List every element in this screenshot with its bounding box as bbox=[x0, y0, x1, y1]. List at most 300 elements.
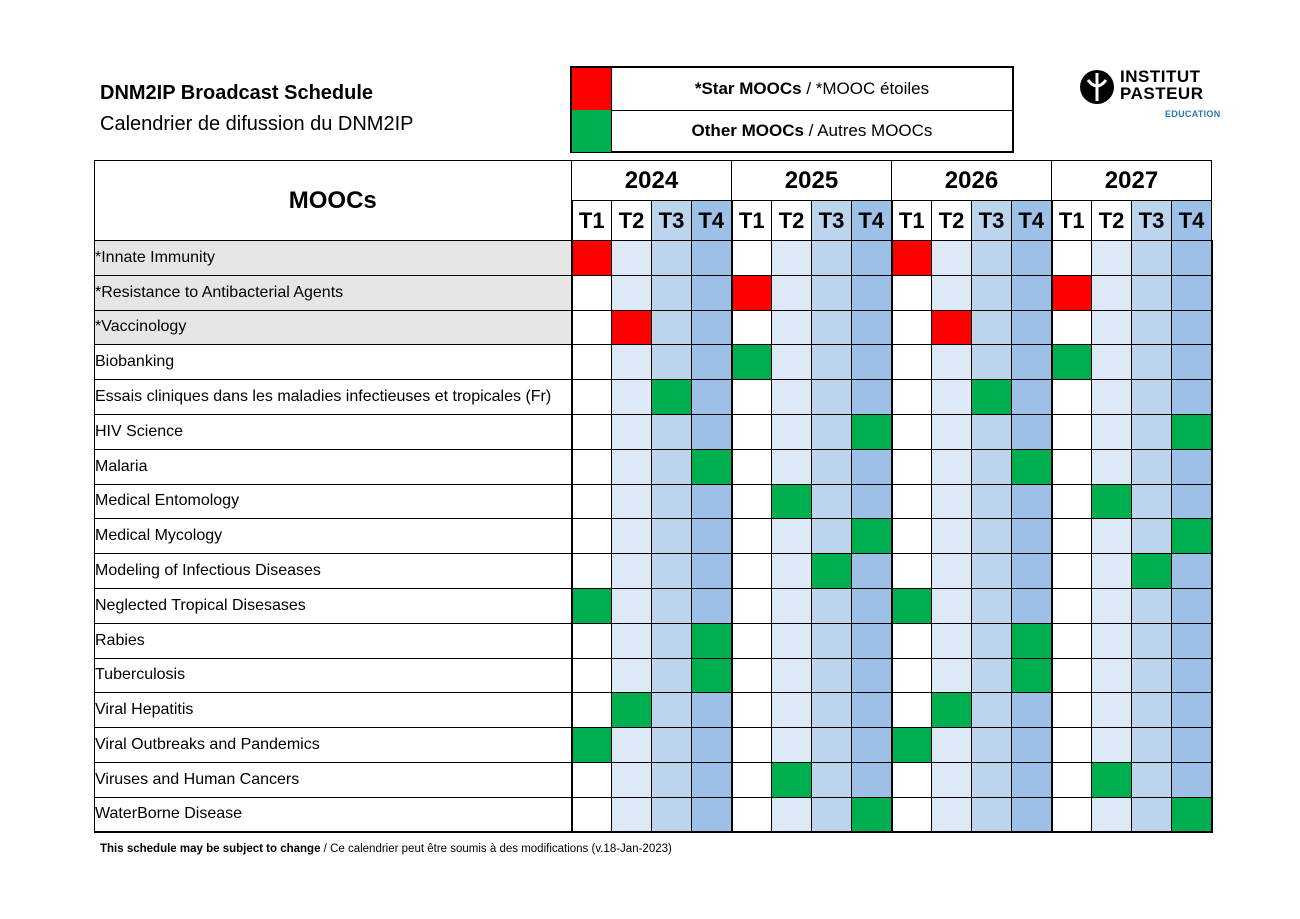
schedule-cell bbox=[692, 275, 732, 310]
schedule-cell bbox=[572, 380, 612, 415]
schedule-cell bbox=[1092, 588, 1132, 623]
schedule-cell bbox=[612, 623, 652, 658]
schedule-cell bbox=[772, 345, 812, 380]
schedule-cell bbox=[1052, 693, 1092, 728]
schedule-cell bbox=[1132, 449, 1172, 484]
mooc-name: Viral Hepatitis bbox=[95, 693, 572, 728]
schedule-cell bbox=[1012, 310, 1052, 345]
schedule-cell bbox=[1172, 449, 1212, 484]
schedule-cell-other bbox=[732, 345, 772, 380]
schedule-cell bbox=[1092, 728, 1132, 763]
mooc-name: Essais cliniques dans les maladies infectieuses et tropicales (Fr) bbox=[95, 380, 572, 415]
quarter-header: T1 bbox=[572, 201, 612, 241]
schedule-body bbox=[95, 241, 1212, 833]
mooc-name: *Innate Immunity bbox=[95, 241, 572, 276]
schedule-cell-other bbox=[572, 588, 612, 623]
schedule-cell bbox=[1092, 797, 1132, 832]
schedule-cell bbox=[692, 519, 732, 554]
schedule-cell bbox=[652, 588, 692, 623]
schedule-cell-other bbox=[612, 693, 652, 728]
schedule-cell bbox=[892, 554, 932, 589]
schedule-cell-star bbox=[572, 241, 612, 276]
schedule-cell bbox=[612, 588, 652, 623]
schedule-cell-other bbox=[892, 728, 932, 763]
schedule-cell-other bbox=[1052, 345, 1092, 380]
schedule-cell bbox=[652, 449, 692, 484]
schedule-cell bbox=[852, 693, 892, 728]
schedule-cell bbox=[1132, 380, 1172, 415]
schedule-cell bbox=[972, 414, 1012, 449]
schedule-cell bbox=[652, 797, 692, 832]
schedule-cell bbox=[652, 728, 692, 763]
schedule-cell bbox=[772, 588, 812, 623]
schedule-cell bbox=[932, 554, 972, 589]
year-header-row bbox=[95, 161, 1212, 201]
table-row bbox=[95, 797, 1212, 832]
schedule-cell bbox=[1172, 693, 1212, 728]
schedule-cell bbox=[1012, 380, 1052, 415]
schedule-cell bbox=[1012, 693, 1052, 728]
schedule-cell bbox=[612, 449, 652, 484]
schedule-cell bbox=[652, 554, 692, 589]
mooc-name: Medical Mycology bbox=[95, 519, 572, 554]
footnote: This schedule may be subject to change / Ce calendrier peut être soumis à des modifications (v.18-Jan-2023) bbox=[100, 843, 672, 855]
schedule-cell bbox=[1052, 241, 1092, 276]
schedule-cell bbox=[1132, 484, 1172, 519]
table-row bbox=[95, 762, 1212, 797]
quarter-header: T2 bbox=[932, 201, 972, 241]
schedule-cell bbox=[812, 519, 852, 554]
schedule-cell bbox=[972, 310, 1012, 345]
schedule-cell bbox=[812, 414, 852, 449]
schedule-cell bbox=[1012, 588, 1052, 623]
schedule-cell bbox=[1052, 484, 1092, 519]
schedule-cell bbox=[972, 345, 1012, 380]
schedule-cell bbox=[1012, 519, 1052, 554]
schedule-cell-other bbox=[892, 588, 932, 623]
schedule-cell bbox=[812, 588, 852, 623]
schedule-cell bbox=[1132, 275, 1172, 310]
schedule-cell bbox=[1052, 588, 1092, 623]
schedule-cell bbox=[852, 380, 892, 415]
schedule-cell bbox=[692, 241, 732, 276]
quarter-header: T1 bbox=[892, 201, 932, 241]
year-header: 2025 bbox=[732, 161, 892, 201]
schedule-cell bbox=[1092, 519, 1132, 554]
table-row bbox=[95, 449, 1212, 484]
schedule-cell bbox=[1132, 762, 1172, 797]
schedule-cell bbox=[1012, 275, 1052, 310]
schedule-cell bbox=[692, 380, 732, 415]
schedule-cell bbox=[1172, 345, 1212, 380]
schedule-cell bbox=[812, 275, 852, 310]
schedule-cell bbox=[732, 484, 772, 519]
schedule-cell-other bbox=[572, 728, 612, 763]
schedule-cell bbox=[1052, 762, 1092, 797]
schedule-cell bbox=[612, 275, 652, 310]
schedule-cell bbox=[572, 414, 612, 449]
schedule-cell bbox=[1132, 588, 1172, 623]
schedule-cell bbox=[652, 658, 692, 693]
schedule-cell-other bbox=[932, 693, 972, 728]
schedule-cell bbox=[1132, 728, 1172, 763]
schedule-cell bbox=[612, 380, 652, 415]
table-row bbox=[95, 623, 1212, 658]
schedule-cell bbox=[732, 310, 772, 345]
table-row bbox=[95, 728, 1212, 763]
table-row bbox=[95, 519, 1212, 554]
schedule-cell bbox=[732, 380, 772, 415]
table-row bbox=[95, 345, 1212, 380]
schedule-cell bbox=[732, 623, 772, 658]
schedule-cell bbox=[1052, 519, 1092, 554]
schedule-cell bbox=[892, 345, 932, 380]
schedule-cell bbox=[1172, 728, 1212, 763]
schedule-cell bbox=[892, 762, 932, 797]
schedule-cell bbox=[652, 310, 692, 345]
table-row bbox=[95, 310, 1212, 345]
schedule-cell bbox=[812, 241, 852, 276]
schedule-cell bbox=[572, 658, 612, 693]
schedule-cell bbox=[612, 658, 652, 693]
schedule-cell bbox=[652, 693, 692, 728]
schedule-cell bbox=[1012, 797, 1052, 832]
schedule-cell bbox=[972, 449, 1012, 484]
schedule-cell-other bbox=[972, 380, 1012, 415]
schedule-cell bbox=[1012, 762, 1052, 797]
table-row bbox=[95, 484, 1212, 519]
schedule-cell bbox=[692, 588, 732, 623]
schedule-cell bbox=[1052, 623, 1092, 658]
schedule-cell bbox=[972, 797, 1012, 832]
schedule-cell bbox=[1132, 797, 1172, 832]
schedule-cell bbox=[572, 797, 612, 832]
schedule-cell-star bbox=[892, 241, 932, 276]
mooc-name: Malaria bbox=[95, 449, 572, 484]
schedule-cell bbox=[852, 345, 892, 380]
schedule-cell bbox=[652, 241, 692, 276]
schedule-cell bbox=[892, 623, 932, 658]
schedule-cell bbox=[652, 345, 692, 380]
schedule-cell bbox=[812, 345, 852, 380]
schedule-cell bbox=[772, 693, 812, 728]
schedule-cell bbox=[1132, 414, 1172, 449]
mooc-name: Tuberculosis bbox=[95, 658, 572, 693]
schedule-cell bbox=[1052, 797, 1092, 832]
schedule-cell-other bbox=[772, 762, 812, 797]
schedule-cell bbox=[1092, 554, 1132, 589]
schedule-cell bbox=[1052, 414, 1092, 449]
schedule-cell bbox=[932, 623, 972, 658]
schedule-cell bbox=[652, 623, 692, 658]
table-row bbox=[95, 380, 1212, 415]
schedule-cell bbox=[772, 275, 812, 310]
schedule-cell bbox=[612, 484, 652, 519]
schedule-cell bbox=[1172, 588, 1212, 623]
schedule-cell bbox=[892, 658, 932, 693]
schedule-cell bbox=[1012, 241, 1052, 276]
schedule-cell-other bbox=[1172, 414, 1212, 449]
schedule-cell bbox=[772, 623, 812, 658]
schedule-cell bbox=[932, 449, 972, 484]
schedule-cell bbox=[1012, 484, 1052, 519]
schedule-cell bbox=[1052, 380, 1092, 415]
schedule-cell bbox=[1092, 275, 1132, 310]
schedule-cell bbox=[1132, 623, 1172, 658]
schedule-cell bbox=[972, 762, 1012, 797]
mooc-name: Viral Outbreaks and Pandemics bbox=[95, 728, 572, 763]
schedule-cell-other bbox=[772, 484, 812, 519]
schedule-cell bbox=[612, 797, 652, 832]
schedule-cell bbox=[572, 554, 612, 589]
schedule-cell bbox=[812, 310, 852, 345]
pasteur-logo-icon bbox=[1078, 68, 1116, 106]
schedule-cell bbox=[1132, 693, 1172, 728]
schedule-cell bbox=[1092, 623, 1132, 658]
quarter-header: T1 bbox=[1052, 201, 1092, 241]
schedule-cell-other bbox=[1172, 519, 1212, 554]
schedule-cell bbox=[1092, 449, 1132, 484]
schedule-cell bbox=[652, 519, 692, 554]
legend-other-swatch bbox=[572, 110, 612, 152]
mooc-name: Neglected Tropical Disesases bbox=[95, 588, 572, 623]
schedule-cell bbox=[612, 762, 652, 797]
schedule-cell bbox=[932, 275, 972, 310]
schedule-cell-star bbox=[932, 310, 972, 345]
schedule-cell bbox=[612, 728, 652, 763]
schedule-cell bbox=[892, 797, 932, 832]
schedule-cell-other bbox=[692, 449, 732, 484]
schedule-cell-other bbox=[1092, 762, 1132, 797]
schedule-cell bbox=[1132, 519, 1172, 554]
schedule-cell bbox=[732, 658, 772, 693]
schedule-cell bbox=[1012, 345, 1052, 380]
schedule-cell bbox=[932, 728, 972, 763]
schedule-cell-other bbox=[852, 414, 892, 449]
schedule-cell bbox=[932, 484, 972, 519]
table-row bbox=[95, 554, 1212, 589]
legend-star-swatch bbox=[572, 68, 612, 110]
schedule-cell bbox=[972, 728, 1012, 763]
schedule-cell bbox=[892, 275, 932, 310]
quarter-header: T3 bbox=[1132, 201, 1172, 241]
schedule-cell-other bbox=[692, 623, 732, 658]
quarter-header: T3 bbox=[812, 201, 852, 241]
schedule-cell-other bbox=[1092, 484, 1132, 519]
schedule-cell bbox=[572, 449, 612, 484]
table-row bbox=[95, 693, 1212, 728]
schedule-cell bbox=[772, 554, 812, 589]
schedule-cell bbox=[1172, 484, 1212, 519]
schedule-cell bbox=[652, 762, 692, 797]
schedule-cell bbox=[772, 519, 812, 554]
quarter-header: T3 bbox=[972, 201, 1012, 241]
mooc-name: *Resistance to Antibacterial Agents bbox=[95, 275, 572, 310]
schedule-cell bbox=[892, 449, 932, 484]
page-subtitle: Calendrier de difussion du DNM2IP bbox=[100, 113, 414, 135]
schedule-cell bbox=[572, 484, 612, 519]
schedule-cell bbox=[732, 519, 772, 554]
schedule-cell bbox=[852, 484, 892, 519]
schedule-cell bbox=[1052, 658, 1092, 693]
schedule-cell bbox=[1132, 310, 1172, 345]
schedule-cell bbox=[692, 762, 732, 797]
quarter-header: T2 bbox=[1092, 201, 1132, 241]
schedule-cell bbox=[892, 484, 932, 519]
mooc-name: *Vaccinology bbox=[95, 310, 572, 345]
schedule-cell bbox=[572, 623, 612, 658]
schedule-table bbox=[94, 160, 1213, 833]
schedule-cell bbox=[1092, 658, 1132, 693]
legend-other-row bbox=[572, 110, 1012, 152]
schedule-cell bbox=[612, 519, 652, 554]
schedule-cell-star bbox=[612, 310, 652, 345]
schedule-cell bbox=[972, 693, 1012, 728]
schedule-cell bbox=[1012, 414, 1052, 449]
schedule-cell bbox=[612, 241, 652, 276]
quarter-header: T1 bbox=[732, 201, 772, 241]
schedule-cell-other bbox=[1172, 797, 1212, 832]
schedule-cell bbox=[772, 414, 812, 449]
schedule-cell bbox=[732, 762, 772, 797]
schedule-cell bbox=[1172, 310, 1212, 345]
schedule-cell bbox=[812, 380, 852, 415]
institut-pasteur-logo bbox=[1078, 66, 1221, 126]
schedule-cell bbox=[852, 275, 892, 310]
schedule-cell bbox=[972, 241, 1012, 276]
schedule-cell bbox=[812, 449, 852, 484]
schedule-cell bbox=[932, 380, 972, 415]
schedule-cell bbox=[1092, 345, 1132, 380]
schedule-cell bbox=[852, 554, 892, 589]
schedule-cell bbox=[732, 797, 772, 832]
schedule-cell bbox=[972, 623, 1012, 658]
quarter-header: T4 bbox=[692, 201, 732, 241]
legend bbox=[570, 66, 1014, 153]
schedule-cell bbox=[1172, 623, 1212, 658]
moocs-column-header: MOOCs bbox=[95, 161, 572, 241]
schedule-cell bbox=[852, 728, 892, 763]
year-header: 2024 bbox=[572, 161, 732, 201]
schedule-cell bbox=[892, 519, 932, 554]
schedule-cell bbox=[1132, 241, 1172, 276]
quarter-header: T2 bbox=[772, 201, 812, 241]
schedule-cell bbox=[972, 519, 1012, 554]
quarter-header: T4 bbox=[852, 201, 892, 241]
schedule-cell bbox=[1092, 241, 1132, 276]
schedule-cell bbox=[972, 275, 1012, 310]
schedule-cell bbox=[812, 658, 852, 693]
schedule-cell bbox=[572, 693, 612, 728]
schedule-cell bbox=[812, 693, 852, 728]
mooc-name: Rabies bbox=[95, 623, 572, 658]
page-title: DNM2IP Broadcast Schedule bbox=[100, 82, 374, 104]
schedule-cell bbox=[732, 728, 772, 763]
mooc-name: Medical Entomology bbox=[95, 484, 572, 519]
schedule-cell bbox=[692, 345, 732, 380]
schedule-cell bbox=[772, 728, 812, 763]
schedule-cell bbox=[1092, 693, 1132, 728]
schedule-cell-other bbox=[652, 380, 692, 415]
schedule-cell bbox=[1052, 449, 1092, 484]
schedule-cell bbox=[892, 693, 932, 728]
legend-other-label: Other MOOCs / Autres MOOCs bbox=[691, 121, 933, 140]
schedule-cell-other bbox=[692, 658, 732, 693]
mooc-name: WaterBorne Disease bbox=[95, 797, 572, 832]
schedule-cell bbox=[692, 728, 732, 763]
schedule-cell bbox=[732, 693, 772, 728]
schedule-cell-other bbox=[852, 797, 892, 832]
schedule-cell bbox=[772, 449, 812, 484]
schedule-cell bbox=[692, 554, 732, 589]
schedule-cell bbox=[652, 414, 692, 449]
schedule-cell bbox=[1052, 310, 1092, 345]
schedule-cell bbox=[1092, 414, 1132, 449]
schedule-cell bbox=[1172, 241, 1212, 276]
schedule-cell bbox=[1052, 554, 1092, 589]
schedule-cell bbox=[1172, 554, 1212, 589]
schedule-cell bbox=[932, 414, 972, 449]
schedule-cell bbox=[1012, 554, 1052, 589]
schedule-cell bbox=[812, 728, 852, 763]
schedule-cell-other bbox=[852, 519, 892, 554]
logo-text: INSTITUT PASTEUR bbox=[1120, 67, 1204, 103]
schedule-cell bbox=[572, 310, 612, 345]
schedule-cell bbox=[852, 310, 892, 345]
schedule-cell-star bbox=[1052, 275, 1092, 310]
schedule-cell bbox=[852, 588, 892, 623]
schedule-cell-other bbox=[1012, 449, 1052, 484]
schedule-cell bbox=[572, 275, 612, 310]
table-row bbox=[95, 658, 1212, 693]
schedule-cell bbox=[692, 797, 732, 832]
quarter-header: T4 bbox=[1172, 201, 1212, 241]
schedule-cell bbox=[732, 241, 772, 276]
schedule-cell bbox=[1012, 728, 1052, 763]
schedule-cell bbox=[812, 623, 852, 658]
schedule-cell bbox=[692, 310, 732, 345]
schedule-cell bbox=[972, 484, 1012, 519]
schedule-cell bbox=[772, 658, 812, 693]
schedule-cell bbox=[692, 484, 732, 519]
quarter-header: T3 bbox=[652, 201, 692, 241]
schedule-cell bbox=[932, 658, 972, 693]
schedule-cell bbox=[772, 797, 812, 832]
schedule-cell bbox=[972, 554, 1012, 589]
schedule-cell bbox=[972, 588, 1012, 623]
quarter-header: T4 bbox=[1012, 201, 1052, 241]
year-header: 2026 bbox=[892, 161, 1052, 201]
schedule-cell bbox=[892, 310, 932, 345]
table-row bbox=[95, 588, 1212, 623]
schedule-cell bbox=[932, 762, 972, 797]
mooc-name: Modeling of Infectious Diseases bbox=[95, 554, 572, 589]
schedule-cell-other bbox=[1132, 554, 1172, 589]
schedule-cell bbox=[732, 588, 772, 623]
schedule-cell bbox=[652, 484, 692, 519]
schedule-cell bbox=[772, 310, 812, 345]
quarter-header: T2 bbox=[612, 201, 652, 241]
mooc-name: HIV Science bbox=[95, 414, 572, 449]
schedule-cell-other bbox=[1012, 658, 1052, 693]
schedule-cell bbox=[612, 345, 652, 380]
schedule-cell bbox=[652, 275, 692, 310]
schedule-cell bbox=[732, 449, 772, 484]
schedule-cell bbox=[1172, 658, 1212, 693]
schedule-cell-other bbox=[1012, 623, 1052, 658]
schedule-cell bbox=[612, 554, 652, 589]
schedule-cell-other bbox=[812, 554, 852, 589]
